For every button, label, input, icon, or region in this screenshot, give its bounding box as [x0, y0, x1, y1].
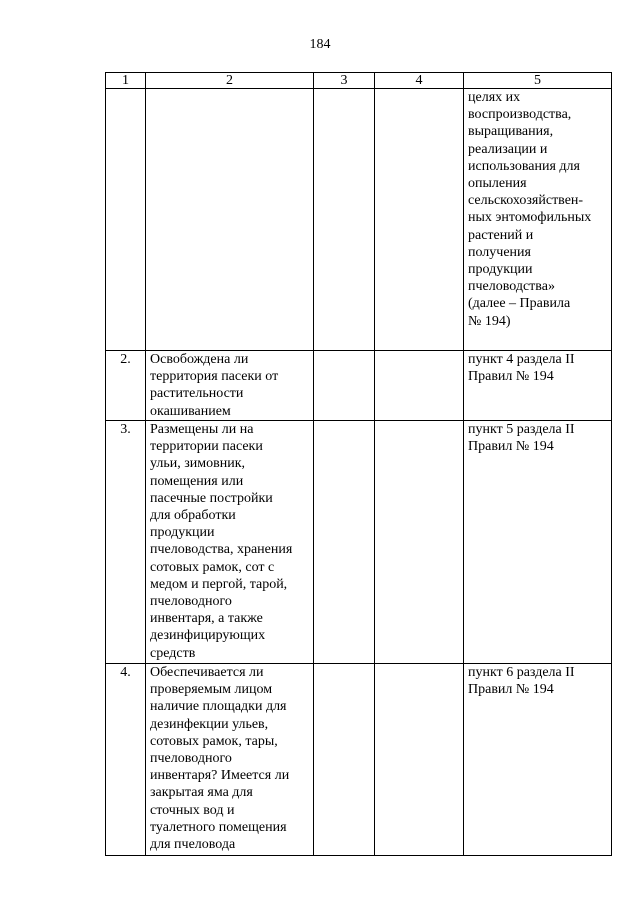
row-number-cell: 2.	[106, 351, 146, 421]
page-number: 184	[309, 37, 331, 52]
checklist-table	[105, 72, 612, 856]
row-number-cell: 4.	[106, 664, 146, 856]
table-row	[106, 351, 612, 421]
question-cell: Освобождена ли территория пасеки от растительности окашиванием	[146, 351, 314, 421]
table-row	[106, 89, 612, 351]
question-cell: Обеспечивается ли проверяемым лицом наличие площадки для дезинфекции ульев, сотовых рамок, тары, пчеловодного инвентаря? Имеется ли закрытая яма для сточных вод и туалетного помещения для пчеловода	[146, 664, 314, 856]
table-row	[106, 421, 612, 664]
column-header: 4	[375, 73, 464, 89]
column-3-cell	[314, 421, 375, 664]
column-3-cell	[314, 351, 375, 421]
question-cell: Размещены ли на территории пасеки ульи, зимовник, помещения или пасечные постройки для обработки продукции пчеловодства, хранения сотовых рамок, сот с медом и пергой, тарой, пчеловодного инвентаря, а также дезинфицирующих средств	[146, 421, 314, 664]
question-cell	[146, 89, 314, 351]
column-header: 5	[464, 73, 612, 89]
column-4-cell	[375, 664, 464, 856]
reference-cell: пункт 5 раздела II Правил № 194	[464, 421, 612, 664]
column-4-cell	[375, 421, 464, 664]
column-header: 1	[106, 73, 146, 89]
table-header-row	[106, 73, 612, 89]
column-header: 3	[314, 73, 375, 89]
reference-cell: пункт 6 раздела II Правил № 194	[464, 664, 612, 856]
row-number-cell: 3.	[106, 421, 146, 664]
column-header: 2	[146, 73, 314, 89]
reference-cell: целях их воспроизводства, выращивания, реализации и использования для опыления сельскохозяйствен- ных энтомофильных растений и получения продукции пчеловодства» (далее – Правила № 194)	[464, 89, 612, 351]
reference-cell: пункт 4 раздела II Правил № 194	[464, 351, 612, 421]
column-4-cell	[375, 89, 464, 351]
column-3-cell	[314, 89, 375, 351]
column-4-cell	[375, 351, 464, 421]
table-row	[106, 664, 612, 856]
row-number-cell	[106, 89, 146, 351]
column-3-cell	[314, 664, 375, 856]
